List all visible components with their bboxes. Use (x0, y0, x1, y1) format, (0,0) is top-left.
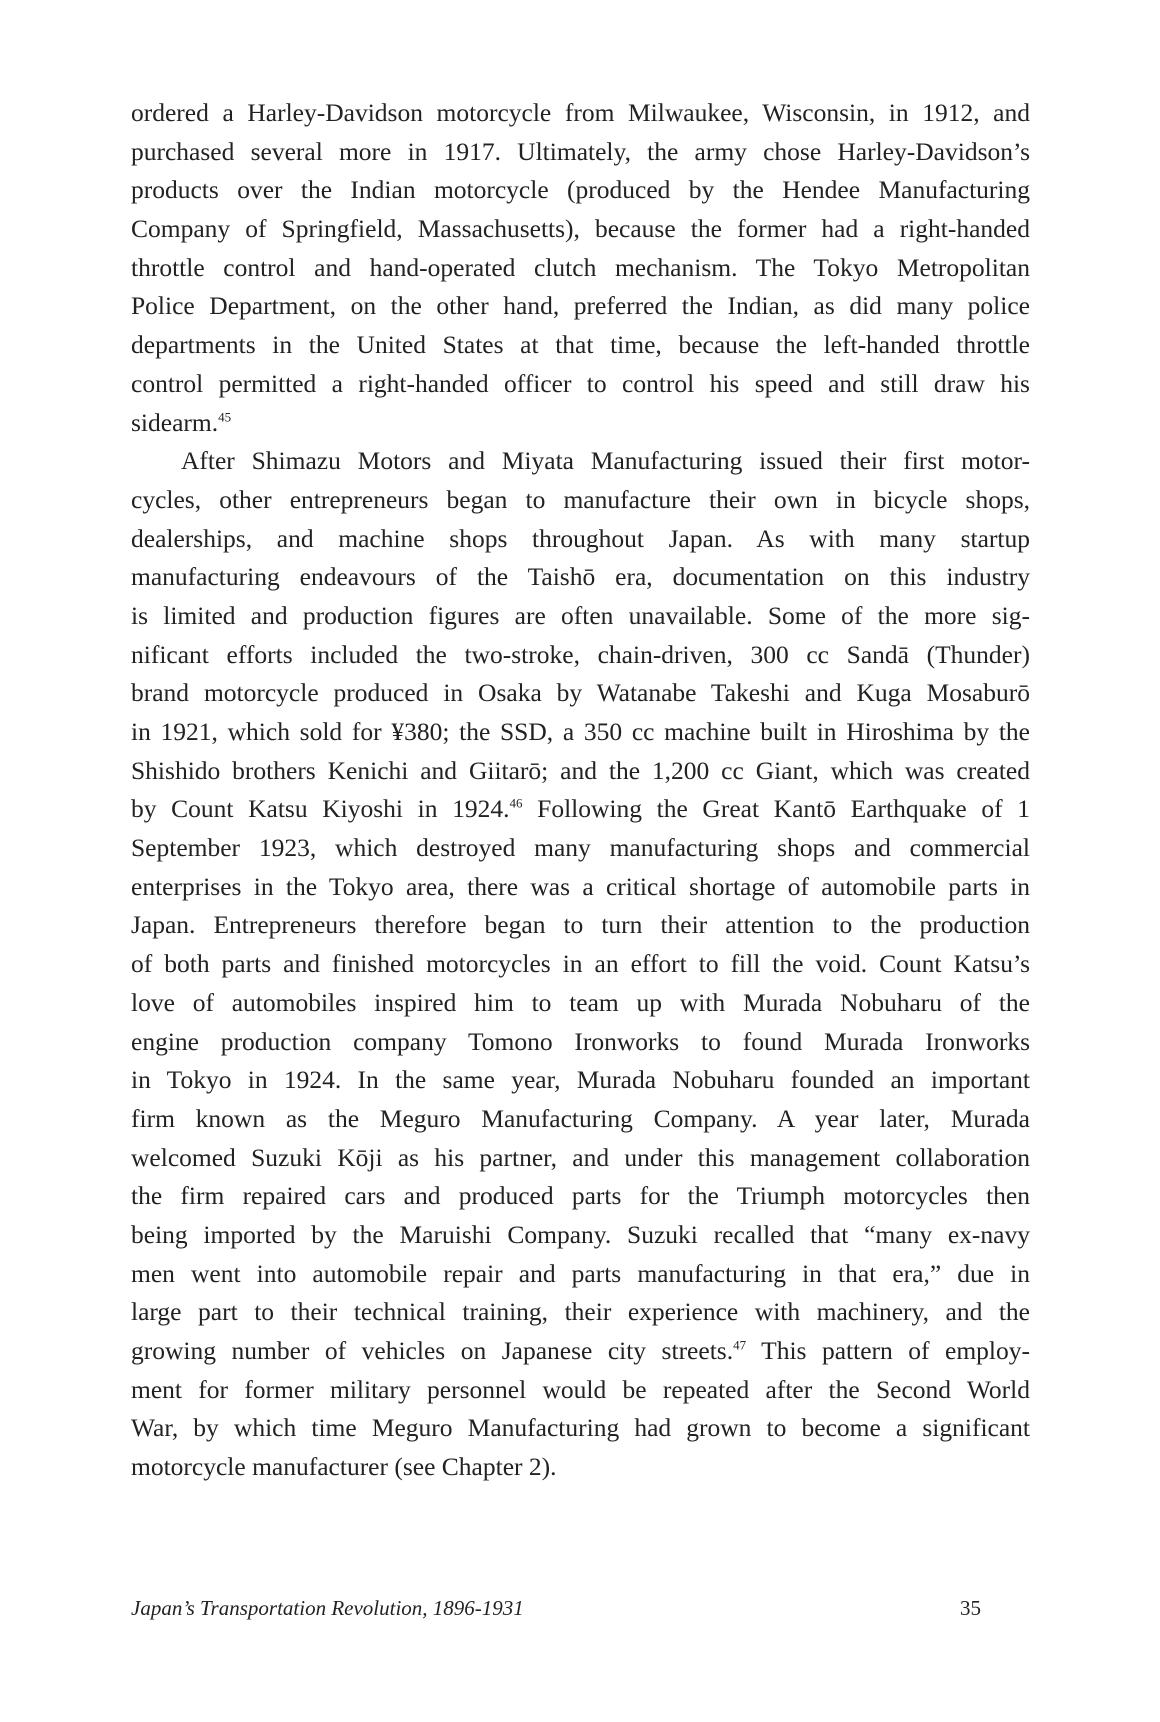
line-text: ordered a Harley-Davidson motorcycle from Milwaukee, Wisconsin, in 1912, and (131, 98, 1030, 127)
text-line (131, 674, 1030, 713)
text-line (131, 442, 1030, 481)
text-line (131, 984, 1030, 1023)
line-text: firm known as the Meguro Manufacturing Company. A year later, Murada (131, 1103, 1030, 1133)
line-text: products over the Indian motorcycle (produced by the Hendee Manufacturing (131, 175, 1030, 205)
line-text: sidearm. (131, 407, 219, 437)
footnote-marker[interactable]: 45 (218, 408, 232, 424)
text-line (131, 829, 1030, 868)
line-text: men went into automobile repair and parts manufacturing in that era,” due in (131, 1258, 1030, 1288)
text-line (131, 1061, 1030, 1100)
line-text: purchased several more in 1917. Ultimately, the army chose Harley-Davidson’s (131, 136, 1030, 166)
text-line (131, 1448, 1030, 1487)
text-line (131, 558, 1030, 597)
line-text: throttle control and hand-operated clutch mechanism. The Tokyo Metropolitan (131, 252, 1030, 282)
line-text: brand motorcycle produced in Osaka by Watanabe Takeshi and Kuga Mosaburō (131, 678, 1030, 708)
paragraph (131, 442, 1030, 1487)
line-text: nificant efforts included the two-stroke, chain-driven, 300 cc Sandā (Thunder) (131, 639, 1030, 669)
line-text: ment for former military personnel would be repeated after the Second World (131, 1374, 1030, 1404)
text-line (131, 171, 1030, 210)
text-line (131, 1293, 1030, 1332)
line-text: Japan. Entrepreneurs therefore began to turn their attention to the production (131, 910, 1030, 940)
line-text: dealerships, and machine shops throughout Japan. As with many startup (131, 523, 1030, 553)
text-line (131, 636, 1030, 675)
text-line (131, 481, 1030, 520)
line-text: War, by which time Meguro Manufacturing had grown to become a significant (131, 1413, 1030, 1443)
text-line (131, 713, 1030, 752)
text-line (131, 1332, 1030, 1371)
text-line (131, 1139, 1030, 1178)
text-line (131, 945, 1030, 984)
line-text: Shishido brothers Kenichi and Giitarō; and the 1,200 cc Giant, which was created (131, 755, 1030, 785)
text-line (131, 326, 1030, 365)
line-text-continued: Following the Great Kantō Earthquake of 1 (522, 794, 1031, 824)
footnote-marker[interactable]: 47 (733, 1337, 747, 1353)
line-text: by Count Katsu Kiyoshi in 1924. (131, 794, 510, 824)
text-line (131, 1216, 1030, 1255)
line-text: growing number of vehicles on Japanese city streets. (131, 1336, 734, 1365)
line-text: love of automobiles inspired him to team up with Murada Nobuharu of the (131, 987, 1030, 1017)
running-title: Japan’s Transportation Revolution, 1896-1931 (131, 1596, 524, 1620)
text-line (131, 1100, 1030, 1139)
line-text: Police Department, on the other hand, preferred the Indian, as did many police (131, 291, 1030, 321)
line-text: being imported by the Maruishi Company. Suzuki recalled that “many ex-navy (131, 1219, 1030, 1249)
line-text: large part to their technical training, their experience with machinery, and the (131, 1297, 1030, 1327)
line-text: motorcycle manufacturer (see Chapter 2). (131, 1452, 557, 1482)
text-line (131, 1177, 1030, 1216)
line-text: control permitted a right-handed officer to control his speed and still draw his (131, 368, 1030, 398)
text-line (131, 210, 1030, 249)
line-text: departments in the United States at that time, because the left-handed throttle (131, 330, 1030, 360)
text-line (131, 1409, 1030, 1448)
page-number: 35 (960, 1596, 981, 1620)
text-line (131, 868, 1030, 907)
text-line (131, 752, 1030, 791)
line-text: in Tokyo in 1924. In the same year, Murada Nobuharu founded an important (131, 1065, 1030, 1095)
text-line (131, 790, 1030, 829)
text-line (131, 133, 1030, 172)
line-text: After Shimazu Motors and Miyata Manufacturing issued their first motor- (181, 446, 1030, 476)
text-line (131, 1255, 1030, 1294)
text-line (131, 249, 1030, 288)
text-line (131, 287, 1030, 326)
line-text: engine production company Tomono Ironworks to found Murada Ironworks (131, 1026, 1030, 1056)
text-line (131, 365, 1030, 404)
text-line (131, 404, 1030, 443)
line-text: September 1923, which destroyed many manufacturing shops and commercial (131, 833, 1030, 863)
text-line (131, 1371, 1030, 1410)
text-line (131, 906, 1030, 945)
paragraph (131, 94, 1030, 442)
text-line (131, 94, 1030, 133)
line-text: the firm repaired cars and produced parts for the Triumph motorcycles then (131, 1181, 1030, 1211)
line-text: welcomed Suzuki Kōji as his partner, and under this management collaboration (131, 1142, 1030, 1172)
line-text: cycles, other entrepreneurs began to manufacture their own in bicycle shops, (131, 484, 1030, 514)
text-line (131, 520, 1030, 559)
line-text: enterprises in the Tokyo area, there was a critical shortage of automobile parts in (131, 871, 1030, 901)
line-text: Company of Springfield, Massachusetts), because the former had a right-handed (131, 214, 1030, 244)
body-text (131, 94, 1030, 1487)
line-text: is limited and production figures are often unavailable. Some of the more sig- (131, 600, 1030, 630)
text-line (131, 1023, 1030, 1062)
line-text-continued: This pattern of employ- (746, 1336, 1031, 1365)
footnote-marker[interactable]: 46 (509, 795, 523, 811)
line-text: manufacturing endeavours of the Taishō era, documentation on this industry (131, 562, 1030, 592)
page-footer (131, 1596, 981, 1626)
line-text: in 1921, which sold for ¥380; the SSD, a 350 cc machine built in Hiroshima by the (131, 717, 1030, 746)
text-line (131, 597, 1030, 636)
line-text: of both parts and finished motorcycles in an effort to fill the void. Count Katsu’s (131, 949, 1030, 979)
